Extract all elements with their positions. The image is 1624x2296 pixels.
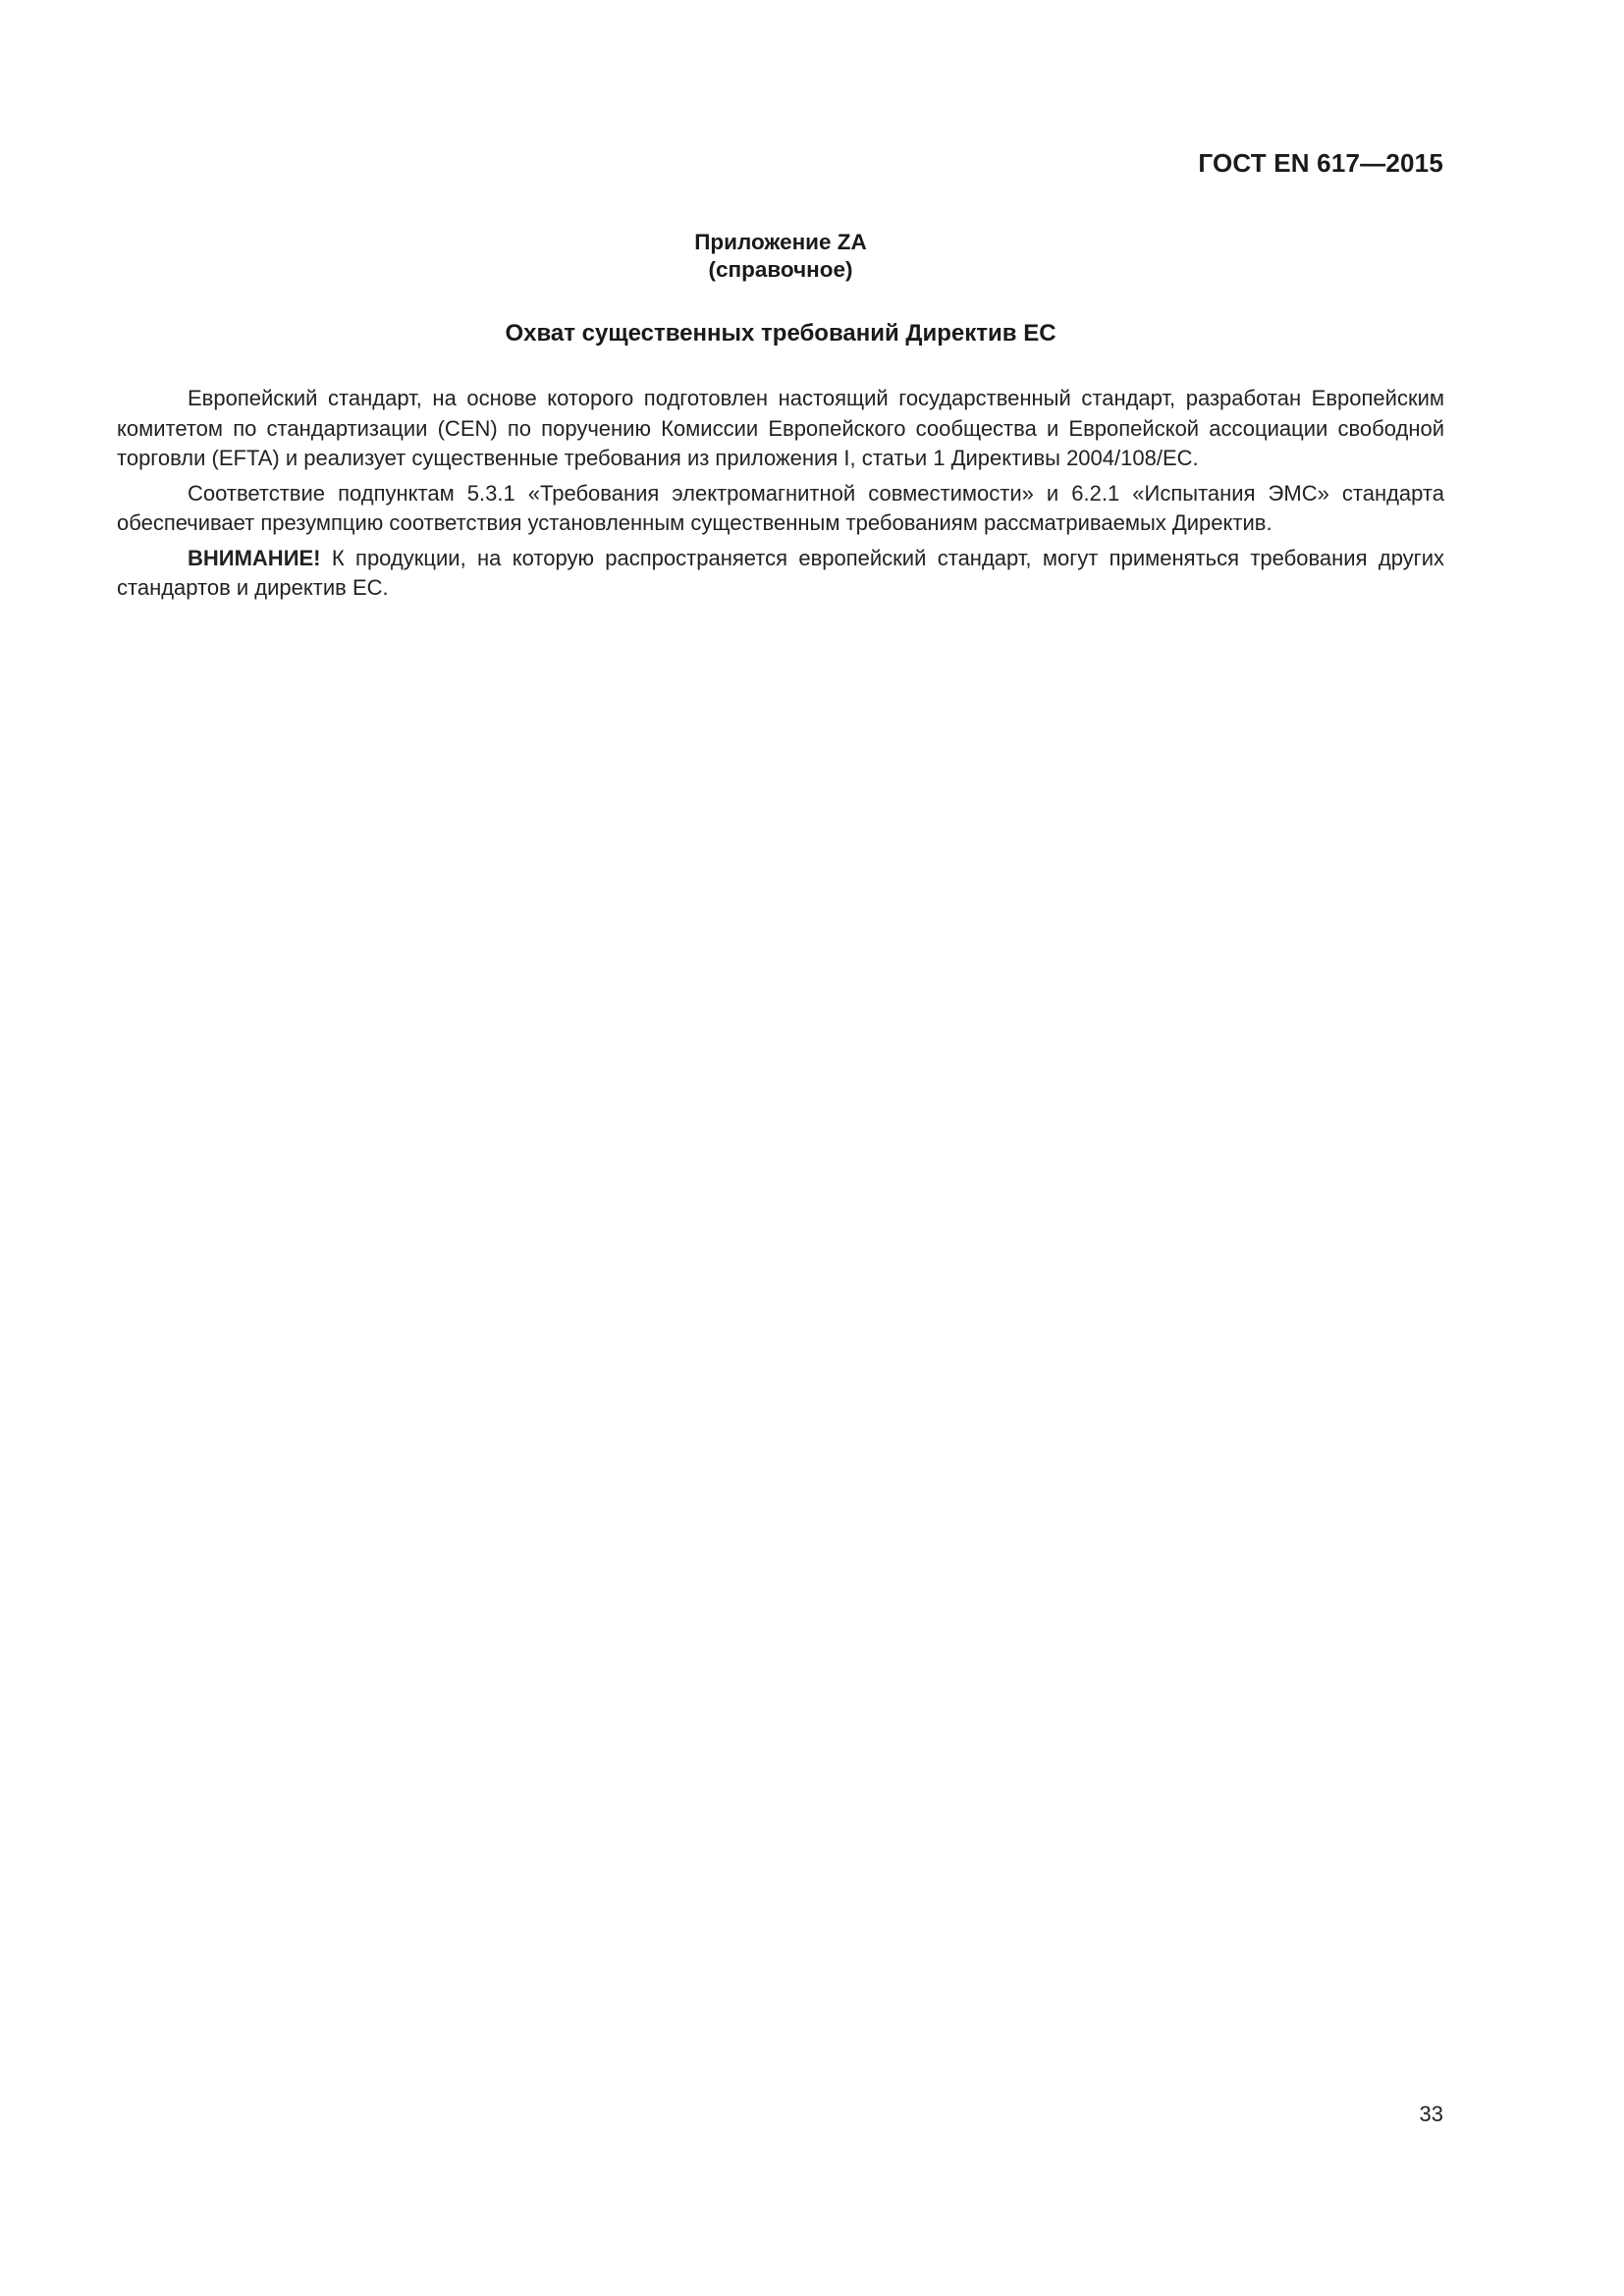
annex-label: Приложение ZA [694, 230, 867, 254]
annex-title: Охват существенных требований Директив ЕС [505, 320, 1056, 347]
paragraph-1: Европейский стандарт, на основе которого подготовлен настоящий государственный стандарт, разработан Европейским комитетом по стандартизации (CEN) по поручению Комиссии Европейского сообщества и Европейской ассоциации свободной торговли (EFTA) и реализует существенные требования из приложения I, статьи 1 Директивы 2004/108/ЕС. [117, 386, 1444, 470]
annex-status: (справочное) [708, 257, 853, 282]
document-code: ГОСТ EN 617—2015 [1198, 148, 1443, 178]
page-number: 33 [1419, 2102, 1443, 2126]
annex-body [117, 384, 1444, 604]
paragraph-2: Соответствие подпунктам 5.3.1 «Требования электромагнитной совместимости» и 6.2.1 «Испытания ЭМС» стандарта обеспечивает презумпцию соответствия установленным существенным требованиям рассматриваемых Директив. [117, 480, 1444, 535]
warning-text: К продукции, на которую распространяется европейский стандарт, могут применяться требования других стандартов и директив ЕС. [117, 545, 1444, 600]
paragraph-3 [117, 544, 1444, 604]
annex-heading [0, 229, 1561, 284]
warning-label: ВНИМАНИЕ! [188, 545, 321, 570]
